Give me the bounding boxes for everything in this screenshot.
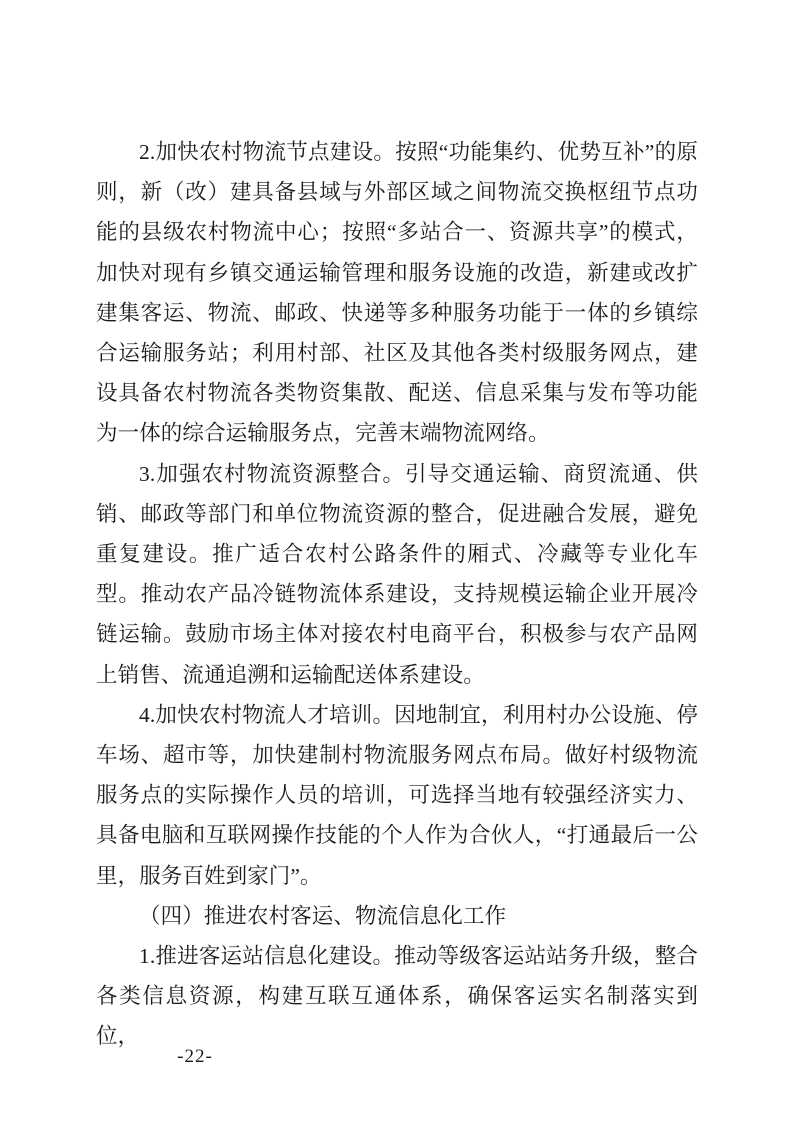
paragraph-item-4: 4.加快农村物流人才培训。因地制宜，利用村办公设施、停车场、超市等，加快建制村物流服务网点布局。做好村级物流服务点的实际操作人员的培训，可选择当地有较强经济实力、具备电脑和互联网操作技能的个人作为合伙人，“打通最后一公里，服务百姓到家门”。	[96, 702, 698, 888]
page-number-text: -22-	[177, 1046, 213, 1067]
section-heading-four: （四）推进农村客运、物流信息化工作	[139, 903, 507, 928]
page-number	[0, 1046, 794, 1068]
paragraph-item-1-continued: 1.推进客运站信息化建设。推动等级客运站站务升级，整合各类信息资源，构建互联互通体系，确保客运实名制落实到位，	[96, 944, 698, 1049]
paragraph-item-2: 2.加快农村物流节点建设。按照“功能集约、优势互补”的原则，新（改）建具备县域与外部区域之间物流交换枢纽节点功能的县级农村物流中心；按照“多站合一、资源共享”的模式，加快对现有乡镇交通运输管理和服务设施的改造，新建或改扩建集客运、物流、邮政、快递等多种服务功能于一体的乡镇综合运输服务站；利用村部、社区及其他各类村级服务网点，建设具备农村物流各类物资集散、配送、信息采集与发布等功能为一体的综合运输服务点，完善末端物流网络。	[96, 140, 698, 446]
paragraph-item-3: 3.加强农村物流资源整合。引导交通运输、商贸流通、供销、邮政等部门和单位物流资源的整合，促进融合发展，避免重复建设。推广适合农村公路条件的厢式、冷藏等专业化车型。推动农产品冷链物流体系建设，支持规模运输企业开展冷链运输。鼓励市场主体对接农村电商平台，积极参与农产品网上销售、流通追溯和运输配送体系建设。	[96, 461, 698, 687]
document-body	[96, 132, 698, 1057]
